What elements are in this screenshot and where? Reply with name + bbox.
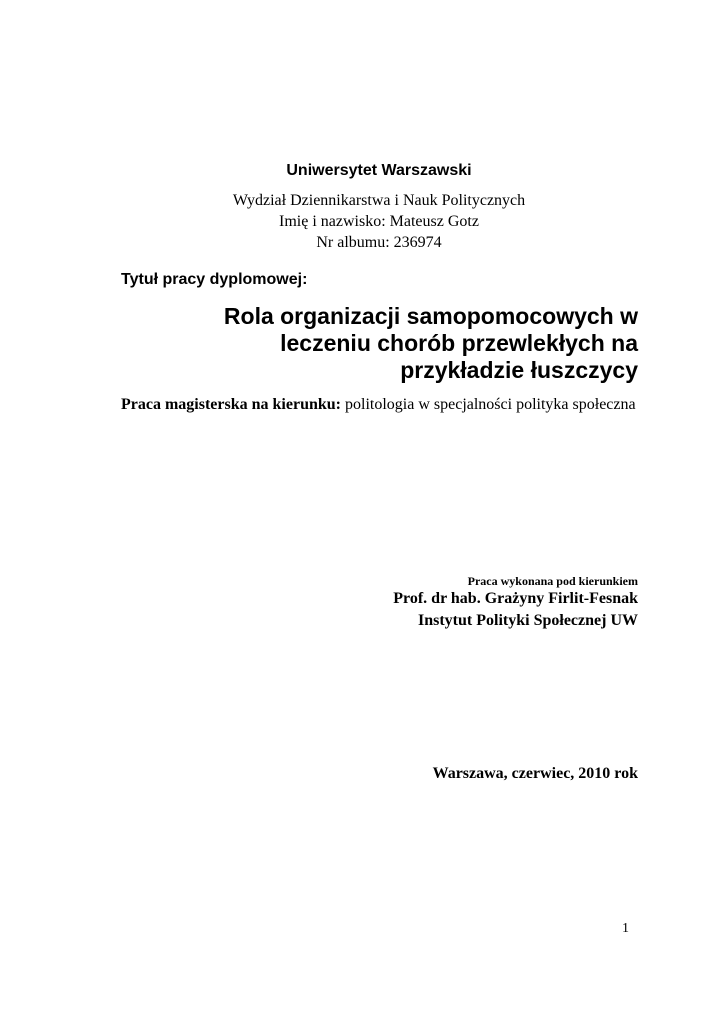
supervisor-block (393, 574, 638, 632)
university-name: Uniwersytet Warszawski (286, 162, 472, 179)
degree-info (121, 395, 641, 415)
thesis-title-line: przykładzie łuszczycy (400, 357, 638, 383)
thesis-title-line: leczeniu chorób przewlekłych na (280, 330, 638, 356)
degree-label: Praca magisterska na kierunku: (121, 396, 341, 413)
supervisor-institute: Instytut Polityki Społecznej UW (418, 612, 638, 629)
thesis-title-line: Rola organizacji samopomocowych w (223, 303, 638, 329)
page-number: 1 (622, 921, 629, 936)
album-number: Nr albumu: 236974 (316, 234, 442, 251)
supervisor-intro: Praca wykonana pod kierunkiem (467, 574, 638, 588)
faculty-info (0, 190, 724, 253)
author-line: Imię i nazwisko: Mateusz Gotz (279, 213, 479, 230)
degree-value: politologia w specjalności polityka społeczna (341, 396, 636, 413)
thesis-title (150, 303, 638, 384)
place-and-date: Warszawa, czerwiec, 2010 rok (432, 765, 638, 782)
faculty-name: Wydział Dziennikarstwa i Nauk Politycznych (232, 192, 526, 209)
thesis-title-label: Tytuł pracy dyplomowej: (121, 271, 308, 288)
supervisor-name: Prof. dr hab. Grażyny Firlit-Fesnak (393, 590, 638, 607)
